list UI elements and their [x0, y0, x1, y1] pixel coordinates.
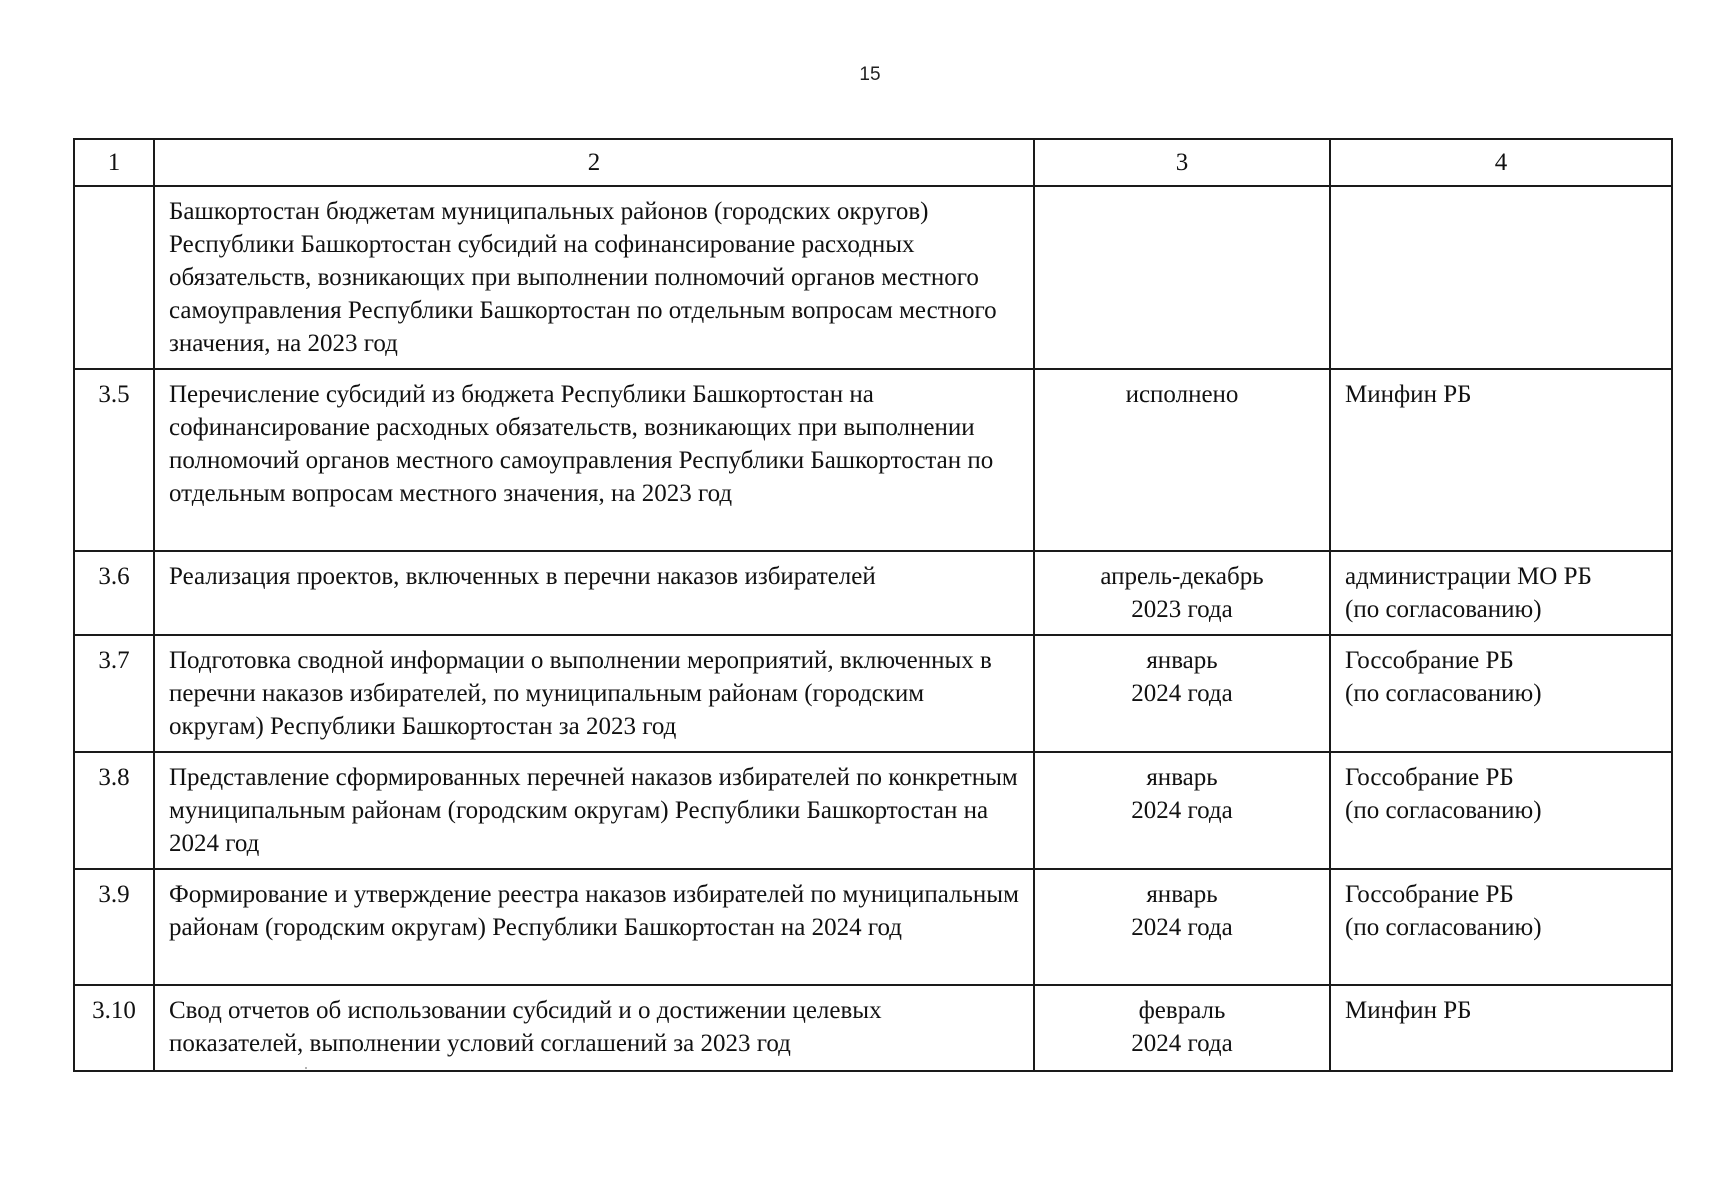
row-responsible — [1330, 752, 1672, 869]
row-description: Свод отчетов об использовании субсидий и о достижении целевых показателей, выполнении условий соглашений за 2023 год — [154, 985, 1034, 1071]
row-description: Формирование и утверждение реестра наказов избирателей по муниципальным районам (городским округам) Республики Башкортостан на 2024 год — [154, 869, 1034, 985]
row-responsible — [1330, 186, 1672, 369]
row-responsible-line: администрации МО РБ — [1345, 563, 1592, 590]
header-cell-1: 1 — [74, 139, 154, 186]
row-term-line: февраль — [1138, 997, 1226, 1024]
row-term-line: январь — [1146, 764, 1218, 791]
row-responsible-line: Минфин РБ — [1345, 997, 1472, 1024]
row-responsible — [1330, 985, 1672, 1071]
row-term-line: 2024 года — [1131, 680, 1233, 707]
row-responsible-line: Госсобрание РБ — [1345, 881, 1514, 908]
row-responsible-line: Госсобрание РБ — [1345, 647, 1514, 674]
row-term — [1034, 635, 1330, 752]
header-cell-2: 2 — [154, 139, 1034, 186]
row-term-line: исполнено — [1125, 381, 1239, 408]
row-responsible — [1330, 551, 1672, 635]
row-term — [1034, 551, 1330, 635]
table-row — [74, 551, 1672, 635]
table-row — [74, 186, 1672, 369]
row-term-line: 2024 года — [1131, 1030, 1233, 1057]
scan-speck — [305, 1067, 307, 1069]
row-responsible-line: Минфин РБ — [1345, 381, 1472, 408]
row-number: 3.8 — [74, 752, 154, 869]
row-description: Представление сформированных перечней наказов избирателей по конкретным муниципальным районам (городским округам) Республики Башкортостан на 2024 год — [154, 752, 1034, 869]
row-term-line: 2024 года — [1131, 797, 1233, 824]
row-term-line: 2023 года — [1131, 596, 1233, 623]
row-term-line: январь — [1146, 881, 1218, 908]
table-row — [74, 752, 1672, 869]
row-term — [1034, 869, 1330, 985]
row-description: Реализация проектов, включенных в перечни наказов избирателей — [154, 551, 1034, 635]
table-header-row — [74, 139, 1672, 186]
row-description: Подготовка сводной информации о выполнении мероприятий, включенных в перечни наказов избирателей, по муниципальным районам (городским округам) Республики Башкортостан за 2023 год — [154, 635, 1034, 752]
row-responsible-line: Госсобрание РБ — [1345, 764, 1514, 791]
row-responsible-line: (по согласованию) — [1345, 914, 1542, 941]
row-number: 3.9 — [74, 869, 154, 985]
row-description: Перечисление субсидий из бюджета Республики Башкортостан на софинансирование расходных обязательств, возникающих при выполнении полномочий органов местного самоуправления Республики Башкортостан по отдельным вопросам местного значения, на 2023 год — [154, 369, 1034, 551]
row-responsible — [1330, 869, 1672, 985]
table-row — [74, 985, 1672, 1071]
row-term — [1034, 186, 1330, 369]
row-term — [1034, 369, 1330, 551]
row-term-line: январь — [1146, 647, 1218, 674]
row-term-line: 2024 года — [1131, 914, 1233, 941]
row-number: 3.10 — [74, 985, 154, 1071]
row-term — [1034, 752, 1330, 869]
header-cell-4: 4 — [1330, 139, 1672, 186]
row-number: 3.7 — [74, 635, 154, 752]
row-responsible-line: (по согласованию) — [1345, 596, 1542, 623]
row-description: Башкортостан бюджетам муниципальных районов (городских округов) Республики Башкортостан субсидий на софинансирование расходных обязательств, возникающих при выполнении полномочий органов местного самоуправления Республики Башкортостан по отдельным вопросам местного значения, на 2023 год — [154, 186, 1034, 369]
row-term — [1034, 985, 1330, 1071]
table-row — [74, 635, 1672, 752]
row-number: 3.6 — [74, 551, 154, 635]
table-row — [74, 369, 1672, 551]
row-responsible — [1330, 369, 1672, 551]
row-number — [74, 186, 154, 369]
row-number: 3.5 — [74, 369, 154, 551]
row-term-line: апрель-декабрь — [1100, 563, 1264, 590]
row-responsible — [1330, 635, 1672, 752]
row-responsible-line: (по согласованию) — [1345, 680, 1542, 707]
table-row — [74, 869, 1672, 985]
header-cell-3: 3 — [1034, 139, 1330, 186]
row-responsible-line: (по согласованию) — [1345, 797, 1542, 824]
plan-table — [73, 138, 1673, 1072]
page-number: 15 — [859, 64, 881, 85]
